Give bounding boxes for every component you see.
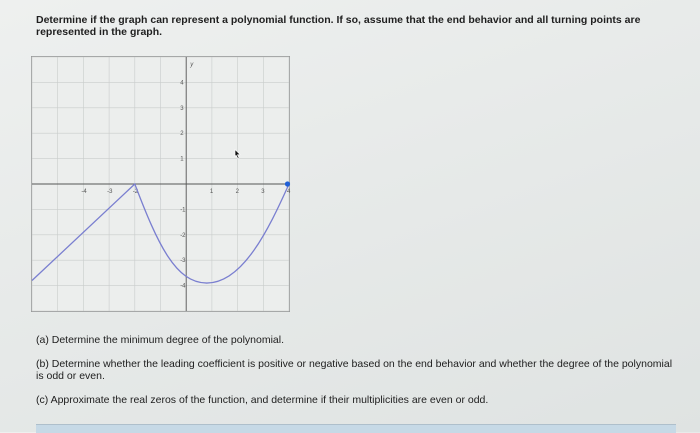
question-text: Determine if the graph can represent a polynomial function. If so, assume that the end behavior and all turning points are represented in the graph.: [36, 14, 641, 38]
y-tick-label: -3: [180, 258, 186, 265]
y-tick-label: 1: [180, 156, 184, 163]
y-tick-label: -1: [180, 207, 186, 214]
y-axis-label: y: [190, 62, 194, 68]
x-tick-label: -3: [107, 189, 113, 195]
y-tick-label: -4: [180, 283, 186, 290]
x-tick-label: -2: [132, 189, 139, 195]
x-tick-label: 3: [261, 189, 265, 195]
y-tick-label: -2: [180, 232, 186, 239]
x-tick-label: 2: [235, 189, 239, 195]
part-c-text: (c) Approximate the real zeros of the function, and determine if their multiplicities are even or odd.: [36, 394, 489, 406]
graph-panel: [31, 56, 290, 312]
x-tick-label: -4: [81, 189, 87, 195]
answer-area-bar[interactable]: [36, 424, 676, 433]
part-b-text: (b) Determine whether the leading coefficient is positive or negative based on the end behavior and whether the degree of the polynomial is odd or even.: [36, 358, 673, 382]
y-tick-label: 3: [180, 105, 184, 112]
y-tick-label: 2: [180, 131, 184, 138]
x-tick-label: 4: [287, 189, 291, 195]
y-tick-label: 4: [180, 80, 184, 87]
x-tick-label: 1: [209, 189, 214, 195]
part-a-text: (a) Determine the minimum degree of the polynomial.: [36, 334, 285, 346]
polynomial-graph: [32, 57, 289, 311]
curve-endpoint: [285, 181, 290, 186]
